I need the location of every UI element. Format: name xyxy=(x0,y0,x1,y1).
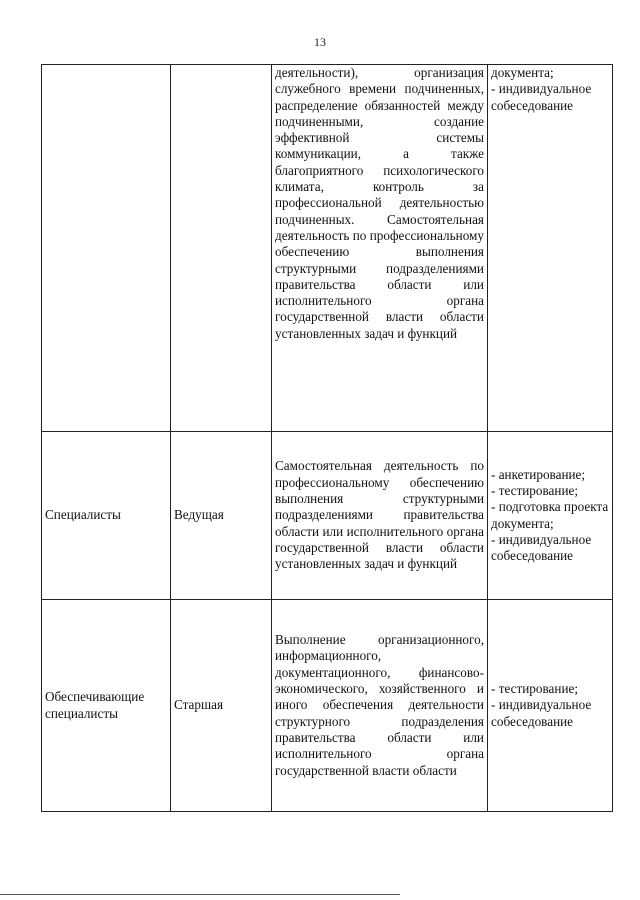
table-row xyxy=(42,65,613,432)
position-title-cell: Обеспечивающие специалисты xyxy=(42,600,171,812)
table-row xyxy=(42,600,613,812)
method-item: - индивидуальное собеседование xyxy=(491,531,592,564)
position-title-cell: Специалисты xyxy=(42,432,171,600)
method-item: документа; xyxy=(491,65,554,80)
methods-cell xyxy=(488,65,613,432)
position-group-cell: Старшая xyxy=(171,600,272,812)
position-title-cell xyxy=(42,65,171,432)
duties-cell: Выполнение организационного, информационного, документационного, финансово-экономического, хозяйственного и иного обеспечения деятельности структурного подразделения правительства области или исполнительного органа государственной власти области xyxy=(272,600,488,812)
method-item: - анкетирование; xyxy=(491,466,586,482)
position-group-cell: Ведущая xyxy=(171,432,272,600)
table-row xyxy=(42,432,613,600)
method-item: - индивидуальное собеседование xyxy=(491,697,592,729)
page-number: 13 xyxy=(314,35,326,49)
method-item: - тестирование; xyxy=(491,482,579,498)
position-group-cell xyxy=(171,65,272,432)
qualification-table xyxy=(41,64,613,812)
duties-cell: Самостоятельная деятельность по профессиональному обеспечению выполнения структурными подразделениями правительства области или исполнительного органа государственной власти области установленных задач и функций xyxy=(272,432,488,600)
method-item: - индивидуальное собеседование xyxy=(491,81,592,113)
method-item: - тестирование; xyxy=(491,681,579,697)
duties-cell: деятельности), организация служебного времени подчиненных, распределение обязанностей между подчиненными, создание эффективной системы коммуникации, а также благоприятного психологического климата, контроль за профессиональной деятельностью подчиненных. Самостоятельная деятельность по профессиональному обеспечению выполнения структурными подразделениями правительства области или исполнительного органа государственной власти области установленных задач и функций xyxy=(272,65,488,432)
bottom-rule xyxy=(0,894,400,895)
methods-cell xyxy=(488,432,613,600)
method-item: - подготовка проекта документа; xyxy=(491,499,609,531)
methods-cell xyxy=(488,600,613,812)
